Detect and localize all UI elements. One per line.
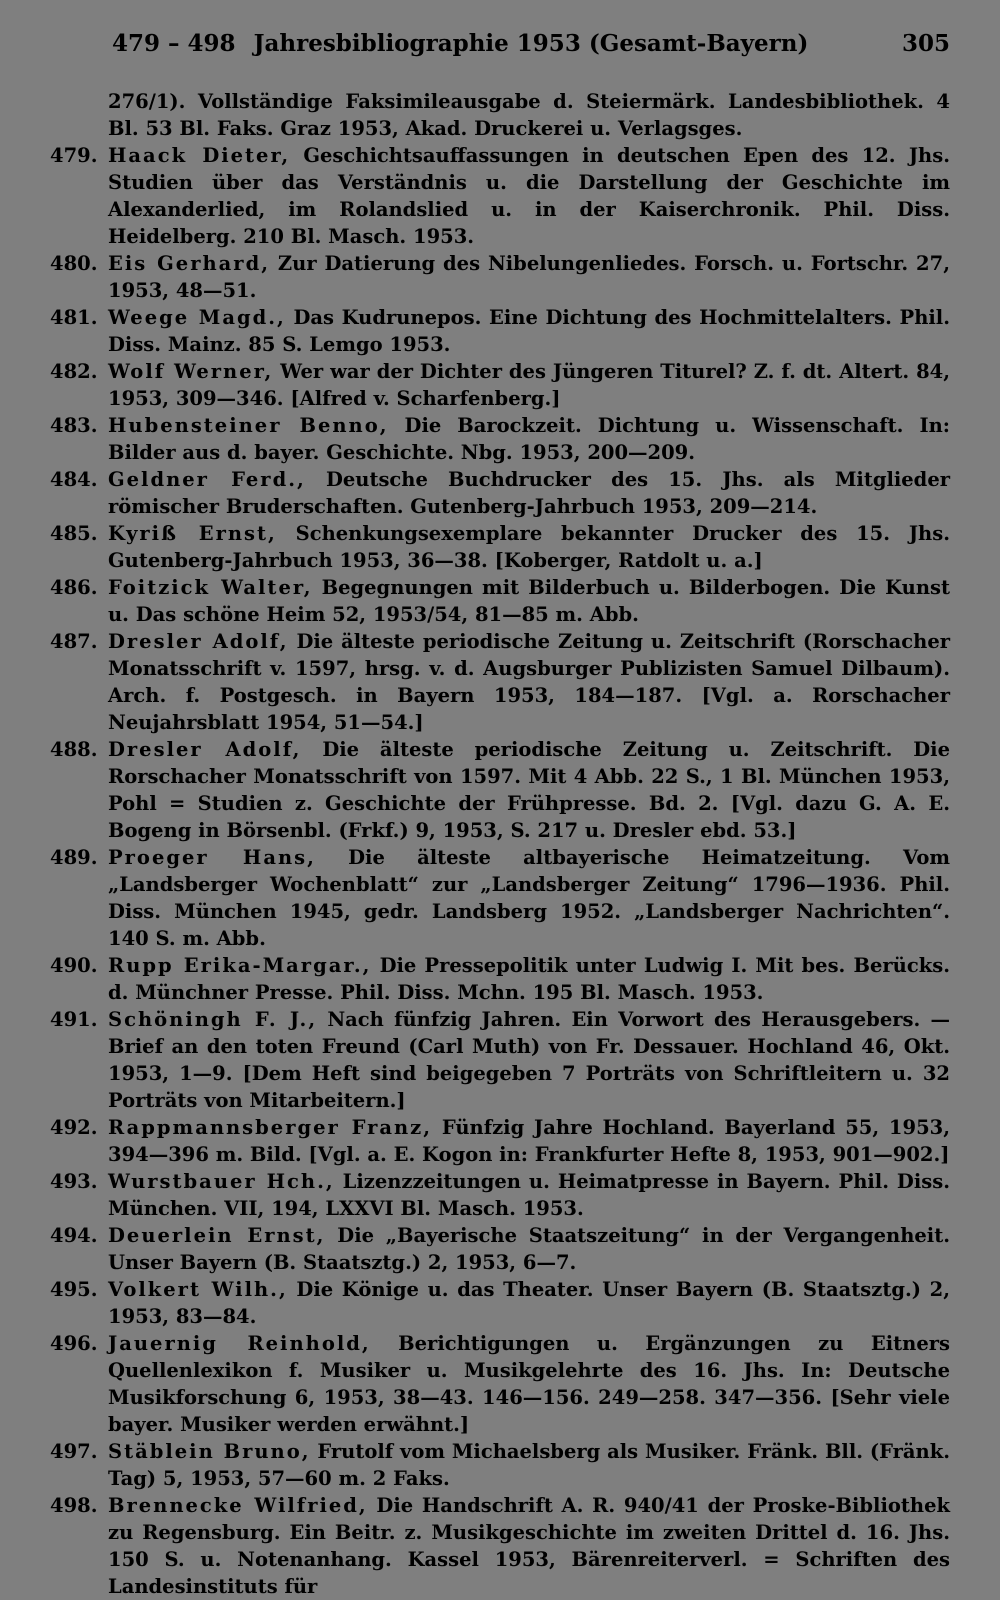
entry-number: 482. (50, 360, 98, 383)
running-title: Jahresbibliographie 1953 (Gesamt-Bayern) (253, 30, 809, 57)
page-header (112, 30, 950, 64)
bibliography-entry (50, 1438, 950, 1492)
bibliography-entry (50, 952, 950, 1006)
bibliography-entry (50, 1330, 950, 1438)
bibliography-entry (50, 520, 951, 574)
entry-text: Schenkungsexemplare bekannter Drucker des 15. Jhs. Gutenberg-Jahrbuch 1953, 36—38. [Koberger, Ratdolt u. a.] (108, 522, 951, 572)
entry-author: Hubensteiner Benno, (108, 414, 389, 437)
entry-number: 485. (50, 522, 98, 545)
entry-number: 486. (50, 576, 98, 599)
entry-text: Lizenzzeitungen u. Heimatpresse in Bayern. Phil. Diss. München. VII, 194, LXXVI Bl. Masch. 1953. (108, 1170, 950, 1220)
entry-number: 480. (50, 252, 98, 275)
bibliography-entry (50, 844, 950, 952)
entry-text: Die Barockzeit. Dichtung u. Wissenschaft. In: Bilder aus d. bayer. Geschichte. Nbg. 1953, 200—209. (108, 414, 950, 464)
bibliography-entry (50, 736, 950, 844)
bibliography-entry (50, 1114, 950, 1168)
entry-number: 487. (50, 630, 98, 653)
entry-text: Fünfzig Jahre Hochland. Bayerland 55, 1953, 394—396 m. Bild. [Vgl. a. E. Kogon in: Frankfurter Hefte 8, 1953, 901—902.] (108, 1116, 950, 1166)
entry-number: 483. (50, 414, 98, 437)
bibliography-entry (50, 574, 950, 628)
bibliography-entry (50, 1168, 950, 1222)
entry-text: Begegnungen mit Bilderbuch u. Bilderbogen. Die Kunst u. Das schöne Heim 52, 1953/54, 81—85 m. Abb. (108, 576, 950, 626)
page-number: 305 (901, 30, 950, 57)
entry-author: Jauernig Reinhold, (108, 1332, 371, 1355)
entry-text: Die „Bayerische Staatszeitung“ in der Vergangenheit. Unser Bayern (B. Staatsztg.) 2, 1953, 6—7. (108, 1224, 951, 1274)
bibliography-entry (50, 628, 951, 736)
entry-author: Volkert Wilh., (108, 1278, 288, 1301)
entry-text: Nach fünfzig Jahren. Ein Vorwort des Herausgebers. — Brief an den toten Freund (Carl Muth) von Fr. Dessauer. Hochland 46, Okt. 1953, 1—9. [Dem Heft sind beigegeben 7 Porträts von Schriftleitern u. 32 Porträts von Mitarbeitern.] (108, 1008, 950, 1112)
entry-number: 497. (50, 1440, 98, 1463)
bibliography-entry (50, 466, 950, 520)
entry-author: Dresler Adolf, (108, 630, 289, 653)
entry-author: Foitzick Walter, (108, 576, 313, 599)
bibliography-entry (50, 1492, 950, 1600)
entry-text: Wer war der Dichter des Jüngeren Titurel? Z. f. dt. Altert. 84, 1953, 309—346. [Alfred v. Scharfenberg.] (108, 360, 950, 410)
bibliography-entry (50, 250, 950, 304)
entry-author: Wurstbauer Hch., (108, 1170, 335, 1193)
entry-author: Deuerlein Ernst, (108, 1224, 326, 1247)
entry-text: Die älteste altbayerische Heimatzeitung. Vom „Landsberger Wochenblatt“ zur „Landsberger Zeitung“ 1796—1936. Phil. Diss. München 1945, gedr. Landsberg 1952. „Landsberger Nachrichten“. 140 S. m. Abb. (108, 846, 950, 950)
entry-number: 494. (50, 1224, 98, 1247)
entry-text: 276/1). Vollständige Faksimileausgabe d. Steiermärk. Landesbibliothek. 4 Bl. 53 Bl. Faks. Graz 1953, Akad. Druckerei u. Verlagsges. (108, 90, 950, 140)
bibliography-entry (50, 304, 950, 358)
entry-author: Haack Dieter, (108, 144, 291, 167)
entry-number: 488. (50, 738, 98, 761)
entry-text: Das Kudrunepos. Eine Dichtung des Hochmittelalters. Phil. Diss. Mainz. 85 S. Lemgo 1953. (108, 306, 950, 356)
entry-text: Frutolf vom Michaelsberg als Musiker. Fränk. Bll. (Fränk. Tag) 5, 1953, 57—60 m. 2 Faks. (108, 1440, 950, 1490)
entry-text: Die älteste periodische Zeitung u. Zeitschrift. Die Rorschacher Monatsschrift von 1597. Mit 4 Abb. 22 S., 1 Bl. München 1953, Pohl = Studien z. Geschichte der Frühpresse. Bd. 2. [Vgl. dazu G. A. E. Bogeng in Börsenbl. (Frkf.) 9, 1953, S. 217 u. Dresler ebd. 53.] (108, 738, 950, 842)
entry-number: 479. (50, 144, 98, 167)
entry-text: Die Handschrift A. R. 940/41 der Proske-Bibliothek zu Regensburg. Ein Beitr. z. Musikgeschichte im zweiten Drittel d. 16. Jhs. 150 S. u. Notenanhang. Kassel 1953, Bärenreiterverl. = Schriften des Landesinstituts für (108, 1494, 950, 1598)
entry-number: 490. (50, 954, 98, 977)
entry-author: Proeger Hans, (108, 846, 316, 869)
entry-text: Berichtigungen u. Ergänzungen zu Eitners Quellenlexikon f. Musiker u. Musikgelehrte des 16. Jhs. In: Deutsche Musikforschung 6, 1953, 38—43. 146—156. 249—258. 347—356. [Sehr viele bayer. Musiker werden erwähnt.] (108, 1332, 950, 1436)
entry-text: Geschichtsauffassungen in deutschen Epen des 12. Jhs. Studien über das Verständnis u. die Darstellung der Geschichte im Alexanderlied, im Rolandslied u. in der Kaiserchronik. Phil. Diss. Heidelberg. 210 Bl. Masch. 1953. (108, 144, 950, 248)
bibliography-entry (50, 412, 950, 466)
bibliography-entry (50, 1276, 950, 1330)
entry-text: Zur Datierung des Nibelungenliedes. Forsch. u. Fortschr. 27, 1953, 48—51. (108, 252, 950, 302)
entry-text: Deutsche Buchdrucker des 15. Jhs. als Mitglieder römischer Bruderschaften. Gutenberg-Jahrbuch 1953, 209—214. (108, 468, 950, 518)
entry-author: Geldner Ferd., (108, 468, 306, 491)
entry-author: Dresler Adolf, (108, 738, 302, 761)
entry-author: Rupp Erika-Margar., (108, 954, 372, 977)
entry-number: 484. (50, 468, 98, 491)
entry-author: Eis Gerhard, (108, 252, 270, 275)
bibliography-entry (50, 1222, 951, 1276)
entry-text: Die Könige u. das Theater. Unser Bayern (B. Staatsztg.) 2, 1953, 83—84. (108, 1278, 950, 1328)
bibliography-entry (50, 142, 950, 250)
entry-number: 493. (50, 1170, 98, 1193)
entry-author: Weege Magd., (108, 306, 286, 329)
entry-author: Brennecke Wilfried, (108, 1494, 368, 1517)
entry-author: Rappmannsberger Franz, (108, 1116, 433, 1139)
entry-number: 496. (50, 1332, 98, 1355)
entry-number: 489. (50, 846, 98, 869)
bibliography-entry (108, 88, 950, 142)
entry-author: Kyriß Ernst, (108, 522, 277, 545)
entry-number: 491. (50, 1008, 98, 1031)
entry-text: Die Pressepolitik unter Ludwig I. Mit bes. Berücks. d. Münchner Presse. Phil. Diss. Mchn. 195 Bl. Masch. 1953. (108, 954, 950, 1004)
entry-range: 479 – 498 (112, 30, 236, 57)
entry-number: 498. (50, 1494, 98, 1517)
bibliography-list (50, 88, 951, 1600)
entry-author: Wolf Werner, (108, 360, 274, 383)
entry-number: 492. (50, 1116, 98, 1139)
bibliography-entry (50, 1006, 950, 1114)
entry-number: 495. (50, 1278, 98, 1301)
entry-text: Die älteste periodische Zeitung u. Zeitschrift (Rorschacher Monatsschrift v. 1597, hrsg. v. d. Augsburger Publizisten Samuel Dilbaum). Arch. f. Postgesch. in Bayern 1953, 184—187. [Vgl. a. Rorschacher Neujahrsblatt 1954, 51—54.] (108, 630, 951, 734)
entry-number: 481. (50, 306, 98, 329)
entry-author: Schöningh F. J., (108, 1008, 318, 1031)
bibliography-entry (50, 358, 950, 412)
entry-author: Stäblein Bruno, (108, 1440, 311, 1463)
